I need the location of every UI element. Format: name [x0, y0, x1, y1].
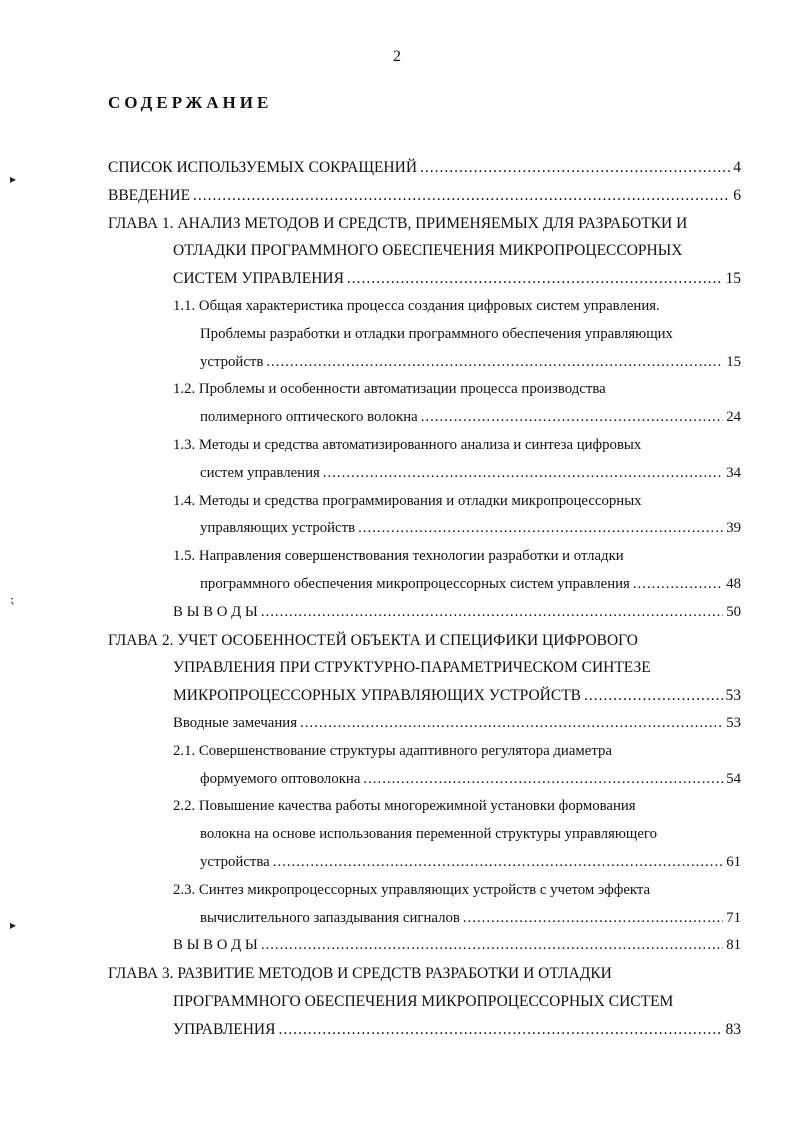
toc-entry: [108, 960, 741, 1043]
dot-leader: [463, 905, 723, 933]
toc-entry-text: полимерного оптического волокна: [200, 409, 418, 426]
toc-entry-last-line: [108, 515, 741, 543]
dot-leader: [261, 599, 723, 627]
dot-leader: [633, 571, 723, 599]
toc-entry: [108, 543, 741, 599]
toc-entry-last-line: [108, 265, 741, 293]
dot-leader: [347, 265, 723, 293]
toc-entry-text: 2.2. Повышение качества работы многорежимной установки формования: [173, 798, 636, 815]
toc-entry-text: систем управления: [200, 464, 320, 481]
toc-entry-text: программного обеспечения микропроцессорных систем управления: [200, 575, 630, 592]
toc-page-number: 24: [726, 409, 741, 426]
toc-entry-last-line: [108, 571, 741, 599]
toc-page-number: 83: [725, 1020, 741, 1038]
dot-leader: [363, 766, 723, 794]
dot-leader: [261, 932, 723, 960]
toc-entry: [108, 599, 741, 627]
dot-leader: [358, 515, 723, 543]
dot-leader: [193, 182, 730, 210]
toc-entry-text: ВВЕДЕНИЕ: [108, 186, 191, 204]
toc-entry-text: 2.1. Совершенствование структуры адаптивного регулятора диаметра: [173, 742, 612, 759]
toc-entry: [108, 877, 741, 933]
toc-page-number: 34: [726, 464, 741, 481]
toc-entry: [108, 488, 741, 544]
toc-page-number: 39: [726, 520, 741, 537]
toc-entry-text: ОТЛАДКИ ПРОГРАММНОГО ОБЕСПЕЧЕНИЯ МИКРОПРОЦЕССОРНЫХ: [173, 242, 683, 260]
toc-entry-text: 1.3. Методы и средства автоматизированного анализа и синтеза цифровых: [173, 436, 642, 453]
scan-mark: ⁏: [10, 592, 15, 606]
toc-entry-text: 1.2. Проблемы и особенности автоматизации процесса производства: [173, 381, 606, 398]
toc-entry-text: СИСТЕМ УПРАВЛЕНИЯ: [173, 270, 344, 288]
toc-entry-last-line: [108, 460, 741, 488]
toc-entry: [108, 738, 741, 794]
toc-entry-text: Проблемы разработки и отладки программного обеспечения управляющих: [200, 325, 673, 342]
toc-entry: [108, 710, 741, 738]
toc-entry-text: устройств: [200, 353, 264, 370]
toc-page-number: 4: [733, 159, 741, 176]
toc-entry-text: МИКРОПРОЦЕССОРНЫХ УПРАВЛЯЮЩИХ УСТРОЙСТВ: [173, 687, 581, 705]
dot-leader: [421, 404, 724, 432]
toc-page-number: 81: [726, 937, 741, 954]
toc-entry-last-line: [108, 154, 741, 182]
toc-entry-text: устройства: [200, 853, 270, 870]
toc-entry-text: СПИСОК ИСПОЛЬЗУЕМЫХ СОКРАЩЕНИЙ: [108, 159, 418, 176]
dot-leader: [323, 460, 723, 488]
toc-page-number: 50: [726, 603, 741, 620]
toc-entry: [108, 182, 741, 210]
toc-entry: [108, 627, 741, 710]
toc-entry-text: 1.4. Методы и средства программирования и отладки микропроцессорных: [173, 492, 642, 509]
toc-page-number: 53: [725, 687, 741, 705]
toc-entry-last-line: [108, 182, 741, 210]
scan-mark: ▸: [10, 172, 17, 186]
toc-page-number: 15: [726, 353, 741, 370]
toc-page-number: 48: [726, 575, 741, 592]
toc-entry-last-line: [108, 404, 741, 432]
toc-entry: [108, 154, 741, 182]
toc-entry-text: волокна на основе использования переменной структуры управляющего: [200, 826, 657, 843]
toc-entry-text: ПРОГРАММНОГО ОБЕСПЕЧЕНИЯ МИКРОПРОЦЕССОРНЫХ СИСТЕМ: [173, 992, 674, 1010]
toc-entry-text: В Ы В О Д Ы: [173, 603, 258, 620]
page-number: 2: [393, 48, 401, 65]
toc-page-number: 54: [726, 770, 741, 787]
toc-entry-last-line: [108, 1016, 741, 1044]
dot-leader: [420, 154, 730, 182]
toc-entry-text: управляющих устройств: [200, 520, 356, 537]
toc-entry-text: УПРАВЛЕНИЯ: [173, 1020, 276, 1038]
toc-entry-text: 2.3. Синтез микропроцессорных управляющих устройств с учетом эффекта: [173, 881, 651, 898]
toc-entry-text: Вводные замечания: [173, 714, 298, 731]
table-of-contents: [108, 154, 741, 1044]
toc-entry-last-line: [108, 682, 741, 710]
toc-entry-last-line: [108, 932, 741, 960]
toc-page-number: 61: [726, 853, 741, 870]
toc-entry-text: В Ы В О Д Ы: [173, 937, 258, 954]
toc-heading: СОДЕРЖАНИЕ: [108, 93, 273, 112]
toc-page-number: 53: [726, 714, 741, 731]
dot-leader: [300, 710, 723, 738]
toc-entry-text: ГЛАВА 1. АНАЛИЗ МЕТОДОВ И СРЕДСТВ, ПРИМЕНЯЕМЫХ ДЛЯ РАЗРАБОТКИ И: [108, 214, 688, 232]
toc-entry-last-line: [108, 849, 741, 877]
toc-page-number: 6: [733, 186, 741, 204]
toc-entry: [108, 793, 741, 876]
toc-entry: [108, 932, 741, 960]
toc-entry: [108, 432, 741, 488]
toc-entry-text: 1.1. Общая характеристика процесса создания цифровых систем управления.: [173, 297, 660, 314]
toc-entry: [108, 376, 741, 432]
toc-entry-text: вычислительного запаздывания сигналов: [200, 909, 460, 926]
toc-entry-last-line: [108, 766, 741, 794]
dot-leader: [278, 1016, 722, 1044]
dot-leader: [273, 849, 723, 877]
dot-leader: [266, 349, 723, 377]
toc-page-number: 15: [725, 270, 741, 288]
toc-entry-text: УПРАВЛЕНИЯ ПРИ СТРУКТУРНО-ПАРАМЕТРИЧЕСКОМ СИНТЕЗЕ: [173, 659, 651, 677]
toc-page-number: 71: [726, 909, 741, 926]
toc-entry: [108, 210, 741, 293]
scan-mark: ▸: [10, 918, 17, 932]
toc-entry-text: ГЛАВА 2. УЧЕТ ОСОБЕННОСТЕЙ ОБЪЕКТА И СПЕЦИФИКИ ЦИФРОВОГО: [108, 631, 638, 649]
toc-entry-text: формуемого оптоволокна: [200, 770, 361, 787]
dot-leader: [584, 682, 723, 710]
toc-entry-last-line: [108, 349, 741, 377]
toc-entry-text: ГЛАВА 3. РАЗВИТИЕ МЕТОДОВ И СРЕДСТВ РАЗРАБОТКИ И ОТЛАДКИ: [108, 965, 612, 983]
toc-entry-last-line: [108, 905, 741, 933]
toc-entry: [108, 293, 741, 376]
toc-entry-text: 1.5. Направления совершенствования технологии разработки и отладки: [173, 548, 624, 565]
toc-entry-last-line: [108, 599, 741, 627]
toc-entry-last-line: [108, 710, 741, 738]
